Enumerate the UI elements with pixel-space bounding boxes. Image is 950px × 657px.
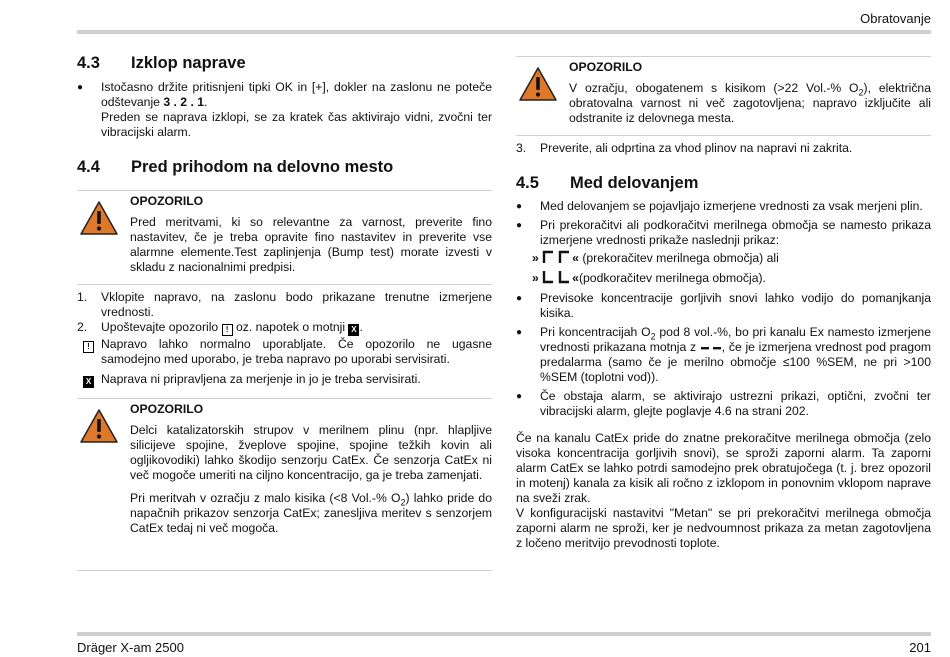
section-4-3-body <box>77 80 492 140</box>
warning-top-rule <box>516 56 931 57</box>
footer-rule <box>77 632 931 636</box>
section-title: Med delovanjem <box>570 174 699 192</box>
fault-glyph-icon: X <box>83 376 94 388</box>
warning-triangle-icon <box>79 408 119 444</box>
section-4-5-body <box>516 199 931 551</box>
list-item: 1. Vklopite napravo, na zaslonu bodo prikazane trenutne izmerjene vrednosti. <box>77 290 492 319</box>
warning-title: OPOZORILO <box>130 194 204 208</box>
warning-bottom-rule <box>77 284 492 285</box>
overrange-line: » « (prekoračitev merilnega območja) ali <box>532 251 779 265</box>
paragraph: V konfiguracijski nastavitvi "Metan" se pri prekoračitvi merilnega območja zaporni alarm ne sproži, ker je nedvoumnost prikaza za metan zagotovljena z ločeno meritvijo prevodnosti toplote. <box>516 506 931 550</box>
list-item: 3. Preverite, ali odprtina za vhod plinov na napravi ni zakrita. <box>516 141 853 155</box>
countdown-value: 3 . 2 . 1 <box>163 95 204 109</box>
warning-title: OPOZORILO <box>569 60 643 74</box>
fault-glyph-icon: X <box>348 324 359 336</box>
warning-text: Delci katalizatorskih strupov v merilnem plinu (npr. hlapljive silicijeve spojine, žveplove spojine, spojine težkih kovin ali ogljikovodiki) lahko škodijo senzorju CatEx. Če senzorja CatEx ni več mogoče umeriti na ciljno koncentracijo, ga je treba zamenjati. <box>130 423 492 482</box>
list-item: ● Istočasno držite pritisnjeni tipki OK in [+], dokler na zaslonu ne poteče odštevanje 3 . 2 . 1. Preden se naprava izklopi, se za kratek čas aktivirajo vidni, zvočni ter vibracijski alarm. <box>77 80 492 140</box>
list-item: ● Pri koncentracijah $O_2$ pod 8 vol.-%, bo pri kanalu Ex namesto izmerjene vrednosti prikazana motnja z , če je izmerjena vrednost pod pragom predalarma (samo če je merilno območje ≤100 %SEM, ne pri >100 %SEM (toplotni vod)). <box>516 325 931 385</box>
header-rule <box>77 30 931 34</box>
warning-top-rule <box>77 398 492 399</box>
paragraph: Če na kanalu CatEx pride do znatne prekoračitve merilnega območja (zelo visoka koncentracija gorljivih snovi), se sproži zaporni alarm. Ta zaporni alarm CatEx se lahko potrdi samodejno prek obratujočega (t. j. brez opozoril in motenj) kanala za kisik ali ročno z izklopom in ponovnim vklopom naprave na sveži zrak. <box>516 431 931 505</box>
underrange-segment-icon <box>542 270 572 284</box>
footer-product: Dräger X-am 2500 <box>77 640 184 655</box>
page-number: 201 <box>909 640 931 655</box>
warning-text: Pri meritvah v ozračju z malo kisika (<8 Vol.-% $O_2$) lahko pride do napačnih prikazov senzorja CatEx; zanesljiva meritev s senzorjem CatEx tedaj ni več mogoča. <box>130 491 492 535</box>
warning-bottom-rule <box>516 135 931 136</box>
warning-text: Pred meritvami, ki so relevantne za varnost, preverite fino nastavitev, če je treba opravite fino nastavitev in preverite vse alarmne elemente.Test zaplinjenja (Bump test) morate izvesti v skladu z nacionalnimi predpisi. <box>130 215 492 274</box>
page-header-title: Obratovanje <box>860 11 931 26</box>
section-number: 4.5 <box>516 174 539 192</box>
warning-top-rule <box>77 190 492 191</box>
section-4-4-heading <box>77 160 497 180</box>
list-item: ● Previsoke koncentracije gorljivih snovi lahko vodijo do pomanjkanja kisika. <box>516 291 931 321</box>
warning-triangle-icon <box>79 200 119 236</box>
steps-list <box>77 290 492 387</box>
note-fault: X Naprava ni pripravljena za merjenje in jo je treba servisirati. <box>69 372 492 387</box>
list-item: ● Če obstaja alarm, se aktivirajo ustrezni prikazi, optični, zvočni ter vibracijski alarm, glejte poglavje 4.6 na strani 202. <box>516 389 931 419</box>
warning-box-oxygen <box>516 60 931 134</box>
section-number: 4.3 <box>77 54 100 72</box>
list-item: ● Pri prekoračitvi ali podkoračitvi merilnega območja se namesto prikaza izmerjene vrednosti prikaže naslednji prikaz: <box>516 218 931 248</box>
section-4-5-heading <box>516 176 931 196</box>
warning-box-calibration <box>77 194 492 280</box>
warning-bottom-rule <box>77 570 492 571</box>
section-number: 4.4 <box>77 158 100 176</box>
warning-glyph-icon: ! <box>83 341 94 353</box>
warning-text: V ozračju, obogatenem s kisikom (>22 Vol.-% $O_2$), električna obratovalna varnost ni več zagotovljena; napravo izključite ali odstranite iz delovnega mesta. <box>569 81 931 125</box>
warning-glyph-icon: ! <box>222 324 233 336</box>
list-item: ● Med delovanjem se pojavljajo izmerjene vrednosti za vsak merjeni plin. <box>516 199 931 214</box>
overrange-segment-icon <box>542 250 572 264</box>
list-item: 2. Upoštevajte opozorilo ! oz. napotek o motnji X . <box>77 320 363 334</box>
underrange-line: » «(podkoračitev merilnega območja). <box>532 271 766 285</box>
section-title: Izklop naprave <box>131 54 246 72</box>
section-title: Pred prihodom na delovno mesto <box>131 158 394 176</box>
section-4-3-heading <box>77 56 497 76</box>
note-warning: ! Napravo lahko normalno uporabljate. Če opozorilo ne ugasne samodejno med uporabo, je treba napravo po uporabi servisirati. <box>69 337 492 367</box>
warning-box-catex <box>77 402 492 568</box>
dash-dash-icon <box>700 343 722 353</box>
warning-title: OPOZORILO <box>130 402 204 416</box>
step-3 <box>516 141 931 156</box>
warning-triangle-icon <box>518 66 558 102</box>
